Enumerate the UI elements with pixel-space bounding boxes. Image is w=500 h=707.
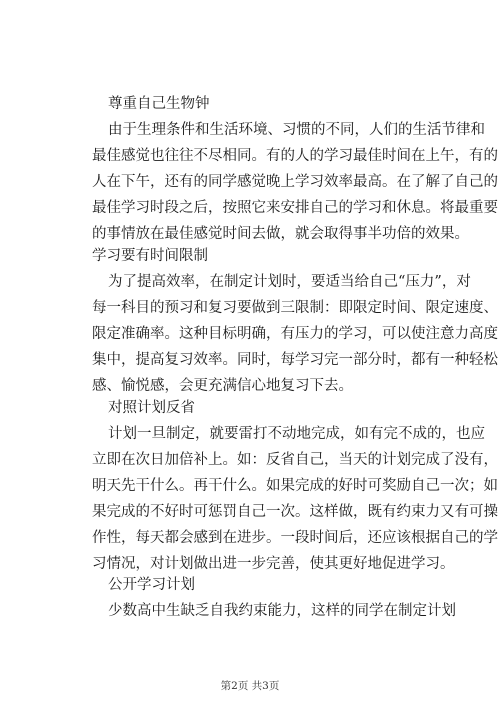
section-paragraph xyxy=(92,269,498,399)
paragraph-line: 最佳学习时段之后，按照它来安排自己的学习和休息。将最重要 xyxy=(92,200,498,216)
paragraph-line: 限定准确率。这种目标明确，有压力的学习，可以使注意力高度 xyxy=(92,326,498,342)
paragraph-line: 集中，提高复习效率。同时，每学习完一部分时，都有一种轻松 xyxy=(92,352,498,368)
section-heading: 对照计划反省 xyxy=(108,400,195,416)
paragraph-line: 人在下午，还有的同学感觉晚上学习效率最高。在了解了自己的 xyxy=(92,174,498,190)
section-paragraph xyxy=(92,117,498,247)
section-paragraph xyxy=(92,598,456,624)
section-heading: 尊重自己生物钟 xyxy=(108,96,210,112)
paragraph-line: 立即在次日加倍补上。如：反省自己，当天的计划完成了没有， xyxy=(92,452,498,468)
paragraph-line: 明天先干什么。再干什么。如果完成的好时可奖励自己一次；如 xyxy=(92,478,498,494)
paragraph-line: 为了提高效率，在制定计划时，要适当给自己“压力”，对 xyxy=(108,274,471,290)
section-heading: 学习要有时间限制 xyxy=(92,248,208,264)
section-paragraph xyxy=(92,421,498,577)
paragraph-line: 最佳感觉也往往不尽相同。有的人的学习最佳时间在上午，有的 xyxy=(92,148,498,164)
paragraph-line: 果完成的不好时可惩罚自己一次。这样做，既有约束力又有可操 xyxy=(92,504,498,520)
paragraph-line: 少数高中生缺乏自我约束能力，这样的同学在制定计划 xyxy=(108,603,456,619)
paragraph-line: 每一科目的预习和复习要做到三限制：即限定时间、限定速度、 xyxy=(92,300,498,316)
paragraph-line: 习情况，对计划做出进一步完善，使其更好地促进学习。 xyxy=(92,556,455,572)
paragraph-line: 的事情放在最佳感觉时间去做，就会取得事半功倍的效果。 xyxy=(92,226,469,242)
paragraph-line: 感、愉悦感，会更充满信心地复习下去。 xyxy=(92,378,353,394)
section-heading: 公开学习计划 xyxy=(108,577,195,593)
page-footer: 第2页 共3页 xyxy=(220,680,280,692)
paragraph-line: 作性，每天都会感到在进步。一段时间后，还应该根据自己的学 xyxy=(92,530,498,546)
paragraph-line: 由于生理条件和生活环境、习惯的不同，人们的生活节律和 xyxy=(108,122,485,138)
paragraph-line: 计划一旦制定，就要雷打不动地完成，如有完不成的，也应 xyxy=(108,426,485,442)
